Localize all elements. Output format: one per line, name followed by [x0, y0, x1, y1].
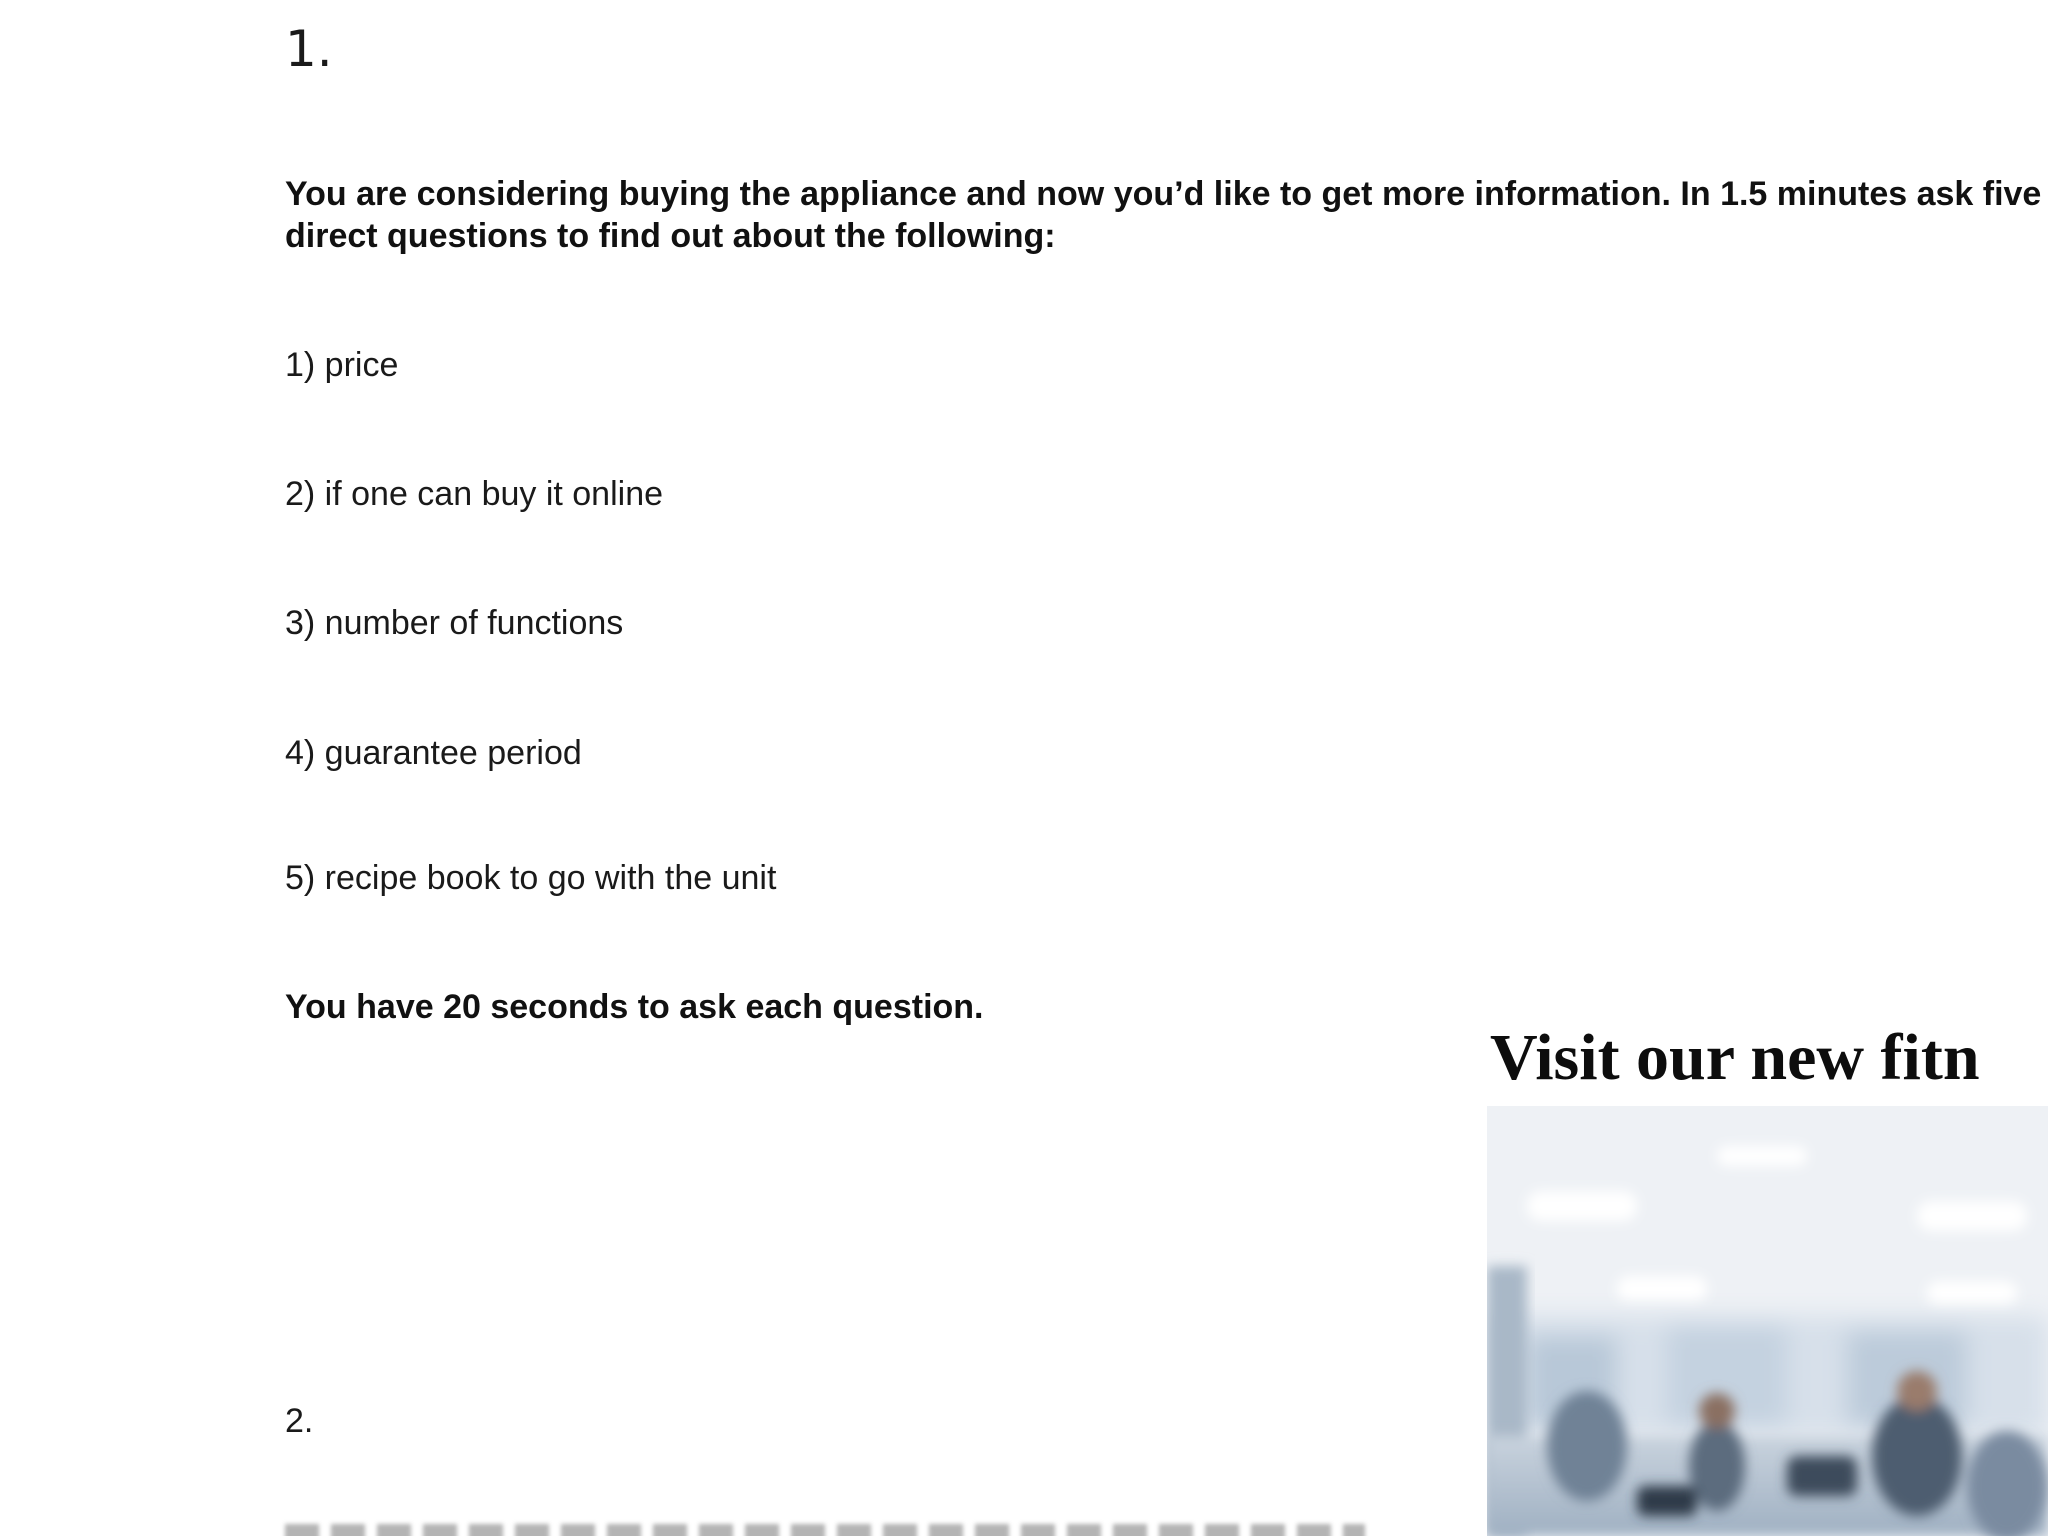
- list-item-price: 1) price: [285, 346, 399, 384]
- cut-off-text-line: [285, 1524, 1365, 1536]
- question-2-number: 2.: [285, 1402, 314, 1440]
- question-1-number: 1.: [285, 20, 333, 78]
- list-item-functions: 3) number of functions: [285, 604, 624, 642]
- list-item-recipe-book: 5) recipe book to go with the unit: [285, 859, 777, 897]
- time-instruction: You have 20 seconds to ask each question.: [285, 988, 984, 1026]
- advert-title: Visit our new fitn: [1490, 1021, 1980, 1094]
- list-item-online: 2) if one can buy it online: [285, 475, 664, 513]
- question-1-prompt: You are considering buying the appliance and now you’d like to get more information. In 1.5 minutes ask five direct questions to find out about the following:: [285, 175, 2042, 255]
- list-item-guarantee: 4) guarantee period: [285, 734, 582, 772]
- gym-photo-icon: [1487, 1106, 2048, 1536]
